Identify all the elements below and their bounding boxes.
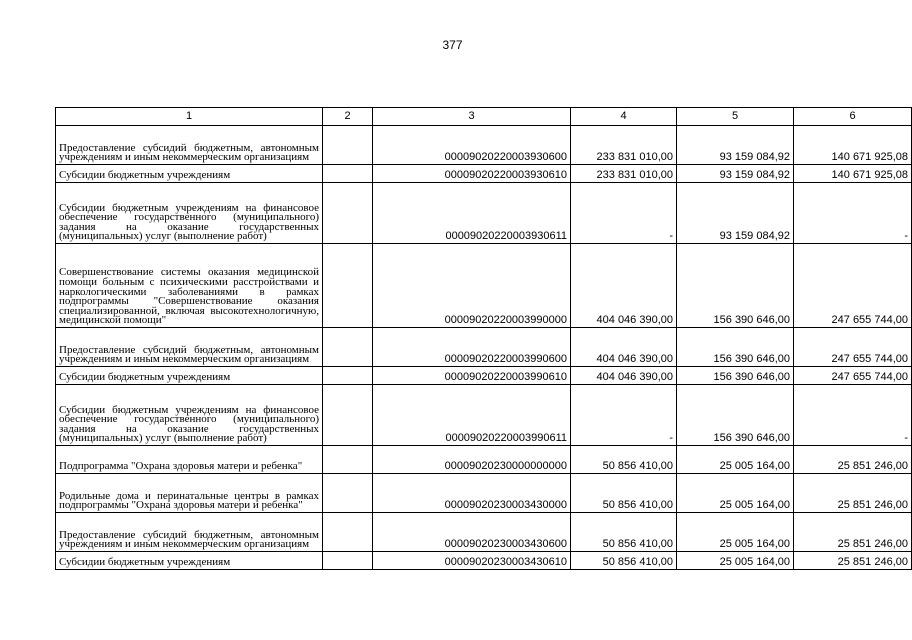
row-value-4: 233 831 010,00 bbox=[571, 126, 677, 165]
row-description: Субсидии бюджетным учреждениям на финансовое обеспечение государственного (муниципального) задания на оказание государственных (муниципальных) услуг (выполнение работ) bbox=[56, 385, 323, 446]
row-code: 00009020220003990000 bbox=[373, 244, 571, 328]
row-value-6: - bbox=[794, 385, 912, 446]
row-code: 00009020220003930600 bbox=[373, 126, 571, 165]
row-value-5: 93 159 084,92 bbox=[677, 165, 794, 183]
row-value-6: 247 655 744,00 bbox=[794, 367, 912, 385]
row-value-5: 93 159 084,92 bbox=[677, 183, 794, 244]
row-code: 00009020220003990610 bbox=[373, 367, 571, 385]
row-description: Предоставление субсидий бюджетным, автономным учреждениям и иным некоммерческим организациям bbox=[56, 328, 323, 367]
table-row bbox=[56, 446, 912, 474]
header-col-2: 2 bbox=[323, 108, 373, 126]
row-col2 bbox=[323, 385, 373, 446]
row-description: Родильные дома и перинатальные центры в рамках подпрограммы "Охрана здоровья матери и ребенка" bbox=[56, 474, 323, 513]
row-value-4: 404 046 390,00 bbox=[571, 367, 677, 385]
row-value-4: 404 046 390,00 bbox=[571, 328, 677, 367]
header-col-5: 5 bbox=[677, 108, 794, 126]
row-value-6: 25 851 246,00 bbox=[794, 446, 912, 474]
row-value-4: 50 856 410,00 bbox=[571, 446, 677, 474]
row-col2 bbox=[323, 552, 373, 570]
row-value-5: 25 005 164,00 bbox=[677, 474, 794, 513]
row-value-4: 50 856 410,00 bbox=[571, 474, 677, 513]
table-row bbox=[56, 513, 912, 552]
row-code: 00009020230003430610 bbox=[373, 552, 571, 570]
row-description: Совершенствование системы оказания медицинской помощи больным с психическими расстройствами и наркологическими заболеваниями в рамках подпрограммы "Совершенствование оказания специализированной, включая высокотехнологичную, медицинской помощи" bbox=[56, 244, 323, 328]
table-row bbox=[56, 328, 912, 367]
row-value-5: 156 390 646,00 bbox=[677, 385, 794, 446]
row-value-6: 247 655 744,00 bbox=[794, 328, 912, 367]
row-description: Субсидии бюджетным учреждениям bbox=[56, 552, 323, 570]
row-col2 bbox=[323, 165, 373, 183]
header-col-4: 4 bbox=[571, 108, 677, 126]
row-code: 00009020220003930611 bbox=[373, 183, 571, 244]
row-code: 00009020220003990600 bbox=[373, 328, 571, 367]
row-value-5: 156 390 646,00 bbox=[677, 328, 794, 367]
row-value-6: - bbox=[794, 183, 912, 244]
row-description: Предоставление субсидий бюджетным, автономным учреждениям и иным некоммерческим организациям bbox=[56, 126, 323, 165]
row-value-6: 140 671 925,08 bbox=[794, 126, 912, 165]
row-col2 bbox=[323, 244, 373, 328]
row-description: Предоставление субсидий бюджетным, автономным учреждениям и иным некоммерческим организациям bbox=[56, 513, 323, 552]
row-value-6: 140 671 925,08 bbox=[794, 165, 912, 183]
row-value-5: 25 005 164,00 bbox=[677, 552, 794, 570]
row-description: Подпрограмма "Охрана здоровья матери и ребенка" bbox=[56, 446, 323, 474]
row-col2 bbox=[323, 126, 373, 165]
table-row bbox=[56, 244, 912, 328]
row-code: 00009020220003990611 bbox=[373, 385, 571, 446]
table-row bbox=[56, 552, 912, 570]
row-value-4: 50 856 410,00 bbox=[571, 552, 677, 570]
row-value-4: - bbox=[571, 385, 677, 446]
row-value-4: 404 046 390,00 bbox=[571, 244, 677, 328]
row-description: Субсидии бюджетным учреждениям на финансовое обеспечение государственного (муниципального) задания на оказание государственных (муниципальных) услуг (выполнение работ) bbox=[56, 183, 323, 244]
row-description: Субсидии бюджетным учреждениям bbox=[56, 165, 323, 183]
header-col-3: 3 bbox=[373, 108, 571, 126]
row-value-4: 233 831 010,00 bbox=[571, 165, 677, 183]
table-row bbox=[56, 385, 912, 446]
row-value-5: 156 390 646,00 bbox=[677, 244, 794, 328]
row-code: 00009020230003430000 bbox=[373, 474, 571, 513]
row-value-6: 247 655 744,00 bbox=[794, 244, 912, 328]
row-value-4: - bbox=[571, 183, 677, 244]
row-value-4: 50 856 410,00 bbox=[571, 513, 677, 552]
row-col2 bbox=[323, 513, 373, 552]
row-code: 00009020220003930610 bbox=[373, 165, 571, 183]
row-value-5: 25 005 164,00 bbox=[677, 513, 794, 552]
row-col2 bbox=[323, 474, 373, 513]
row-col2 bbox=[323, 183, 373, 244]
row-value-6: 25 851 246,00 bbox=[794, 474, 912, 513]
page-number: 377 bbox=[442, 38, 463, 52]
row-code: 00009020230003430600 bbox=[373, 513, 571, 552]
row-value-6: 25 851 246,00 bbox=[794, 552, 912, 570]
row-description: Субсидии бюджетным учреждениям bbox=[56, 367, 323, 385]
header-row bbox=[56, 108, 912, 126]
table-row bbox=[56, 367, 912, 385]
row-value-5: 93 159 084,92 bbox=[677, 126, 794, 165]
row-col2 bbox=[323, 367, 373, 385]
table-row bbox=[56, 474, 912, 513]
table-row bbox=[56, 126, 912, 165]
row-code: 00009020230000000000 bbox=[373, 446, 571, 474]
row-value-5: 156 390 646,00 bbox=[677, 367, 794, 385]
header-col-1: 1 bbox=[56, 108, 323, 126]
row-value-6: 25 851 246,00 bbox=[794, 513, 912, 552]
budget-table bbox=[55, 107, 912, 570]
row-col2 bbox=[323, 328, 373, 367]
table-row bbox=[56, 183, 912, 244]
table-row bbox=[56, 165, 912, 183]
header-col-6: 6 bbox=[794, 108, 912, 126]
row-col2 bbox=[323, 446, 373, 474]
row-value-5: 25 005 164,00 bbox=[677, 446, 794, 474]
